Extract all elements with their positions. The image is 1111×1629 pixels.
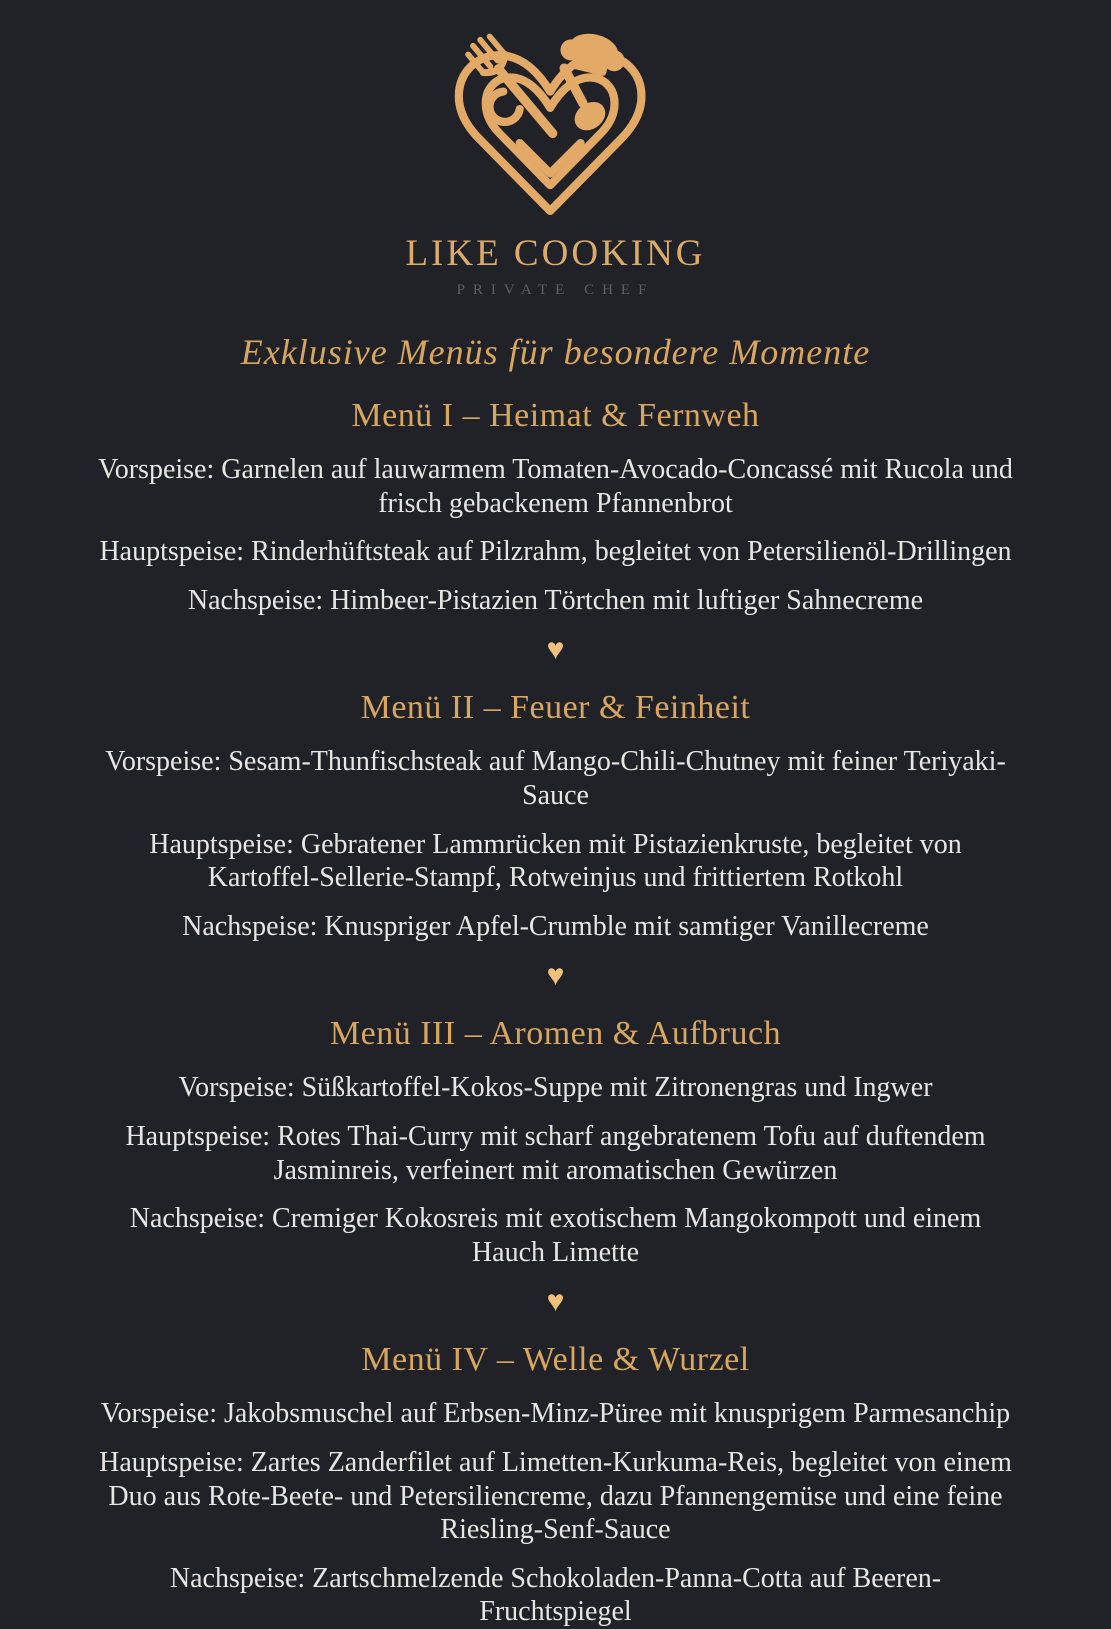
menu-title: Menü II – Feuer & Feinheit (360, 689, 751, 727)
heart-icon: ♥ (546, 633, 565, 667)
menu-title: Menü I – Heimat & Fernweh (351, 397, 760, 434)
page-title: Exklusive Menüs für besondere Momente (240, 332, 871, 372)
course-vorspeise: Vorspeise: Garnelen auf lauwarmem Tomaten-Avocado-Concassé mit Rucola und frisch gebackenem Pfannenbrot (98, 454, 1013, 519)
menu-title: Menü III – Aromen & Aufbruch (329, 1015, 782, 1053)
course-nachspeise: Nachspeise: Knuspriger Apfel-Crumble mit samtiger Vanillecreme (182, 910, 929, 942)
course-hauptspeise: Hauptspeise: Rotes Thai-Curry mit scharf angebratenem Tofu auf duftendem Jasminreis, verfeinert mit aromatischen Gewürzen (125, 1120, 986, 1186)
heart-icon: ♥ (546, 959, 565, 993)
brand-subtitle: PRIVATE CHEF (456, 282, 655, 298)
course-vorspeise: Vorspeise: Sesam-Thunfischsteak auf Mango-Chili-Chutney mit feiner Teriyaki-Sauce (105, 746, 1006, 811)
heart-icon: ♥ (546, 1285, 565, 1319)
menu-section-3 (96, 1015, 1016, 1269)
course-vorspeise: Vorspeise: Süßkartoffel-Kokos-Suppe mit Zitronengras und Ingwer (178, 1072, 933, 1104)
menu-title: Menü IV – Welle & Wurzel (361, 1341, 750, 1379)
menu-content (96, 331, 1016, 1629)
course-vorspeise: Vorspeise: Jakobsmuschel auf Erbsen-Minz-Püree mit knusprigem Parmesanchip (100, 1398, 1011, 1430)
menu-section-2 (96, 689, 1016, 943)
course-hauptspeise: Hauptspeise: Zartes Zanderfilet auf Limetten-Kurkuma-Reis, begleitet von einem Duo aus Rote-Beete- und Petersiliencreme, dazu Pfannengemüse und eine feine Riesling-Senf-Sauce (99, 1446, 1012, 1546)
course-hauptspeise: Hauptspeise: Gebratener Lammrücken mit Pistazienkruste, begleitet von Kartoffel-Sellerie-Stampf, Rotweinjus und frittiertem Rotkohl (149, 828, 962, 894)
course-nachspeise: Nachspeise: Himbeer-Pistazien Törtchen mit luftiger Sahnecreme (187, 584, 924, 616)
course-hauptspeise: Hauptspeise: Rinderhüftsteak auf Pilzrahm, begleitet von Petersilienöl-Drillingen (99, 536, 1012, 568)
course-nachspeise: Nachspeise: Zartschmelzende Schokoladen-Panna-Cotta auf Beeren-Fruchtspiegel (169, 1562, 942, 1628)
brand-name: LIKE COOKING (405, 233, 706, 274)
menu-section-1 (96, 397, 1016, 617)
menu-section-4 (96, 1341, 1016, 1629)
course-nachspeise: Nachspeise: Cremiger Kokosreis mit exotischem Mangokompott und einem Hauch Limette (129, 1203, 982, 1268)
brand-header (0, 26, 1111, 299)
heart-fork-spoon-chefhat-icon (433, 26, 679, 225)
